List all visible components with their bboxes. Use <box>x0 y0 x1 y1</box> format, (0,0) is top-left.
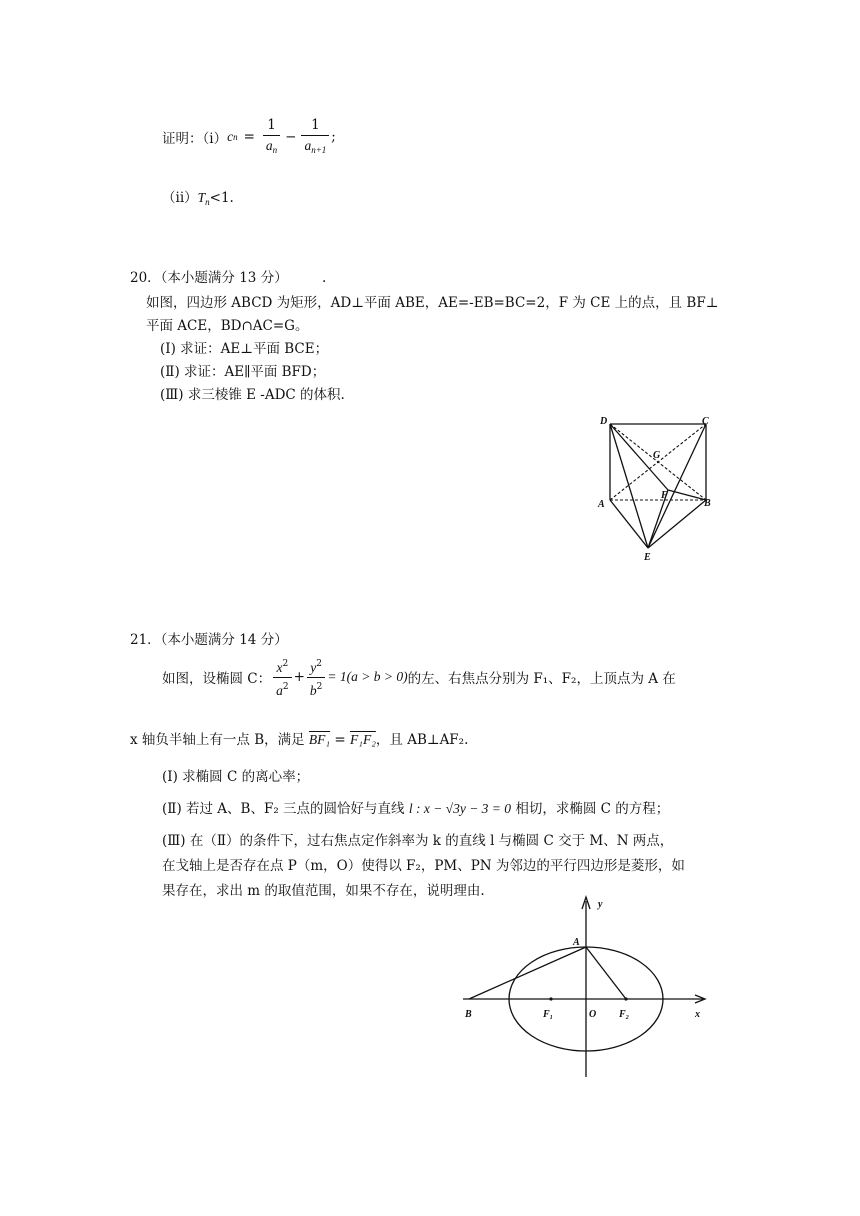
p21-figure <box>455 893 725 1083</box>
ii-label: （ii） <box>162 190 198 206</box>
label-y: y <box>598 899 603 910</box>
label-F: F <box>661 490 668 501</box>
fraction-1 <box>263 115 280 160</box>
proof-intro: 证明：（i） <box>162 131 228 147</box>
fraction-1-den: $a_n$ <box>265 137 278 155</box>
T-var: T <box>197 190 206 205</box>
fraction-2-num: 1 <box>301 115 329 136</box>
p21-line2: x 轴负半轴上有一点 B，满足 BF₁ = F₁F₂，且 AB⊥AF₂. <box>130 732 469 748</box>
proof-formula-i <box>162 112 336 162</box>
p20-q3: (Ⅲ) 求三棱锥 E -ADC 的体积. <box>160 387 345 403</box>
p20-figure <box>592 410 722 570</box>
vector-F1F2: F₁F₂ <box>350 732 376 747</box>
label-B: B <box>704 498 711 509</box>
label-E: E <box>644 552 651 563</box>
fraction-x2-a2: $\frac{x^2}{a^2}$ <box>273 655 291 700</box>
p21-intro-pre: 如图，设椭圆 C： <box>162 671 272 687</box>
p21-q3-line2: 在戈轴上是否存在点 P（m，O）使得以 F₂，PM、PN 为邻边的平行四边形是菱形，如 <box>162 858 685 874</box>
label-A2: A <box>573 937 580 948</box>
c-var: c <box>227 129 234 144</box>
p20-q1: (I) 求证：AE⊥平面 BCE； <box>160 341 329 357</box>
label-x: x <box>695 1009 700 1020</box>
minus-sign: − <box>285 129 297 145</box>
p21-q1: (I) 求椭圆 C 的离心率； <box>162 769 310 785</box>
T-sub: n <box>205 197 210 207</box>
eq-sign: = <box>243 129 255 145</box>
proof-formula-ii <box>162 186 234 207</box>
p20-header: 20．（本小题满分 13 分） . <box>130 270 327 286</box>
plus-sign: + <box>293 669 305 685</box>
fraction-2-den: $a_{n+1}$ <box>304 137 327 155</box>
p21-q3-line3: 果存在，求出 m 的取值范围，如果不存在，说明理由. <box>162 883 485 899</box>
p21-header: 21．（本小题满分 14 分） <box>130 632 288 648</box>
p20-q2: (Ⅱ) 求证：AE∥平面 BFD； <box>160 364 326 380</box>
p20-line1: 如图，四边形 ABCD 为矩形，AD⊥平面 ABE，AE=-EB=BC=2，F 为 CE 上的点，且 BF⊥ <box>146 295 719 311</box>
label-A: A <box>598 499 605 510</box>
p21-intro <box>162 654 676 700</box>
p21-q3-line1: (Ⅲ) 在（Ⅱ）的条件下，过右焦点定作斜率为 k 的直线 l 与椭圆 C 交于 M、N 两点， <box>162 833 674 849</box>
c-sub: n <box>233 132 238 142</box>
label-F1: F₁ <box>543 1009 554 1020</box>
label-D: D <box>600 416 608 427</box>
fraction-2 <box>301 115 329 160</box>
label-C: C <box>702 416 709 427</box>
p21-intro-post: 的左、右焦点分别为 F₁、F₂，上顶点为 A 在 <box>407 671 676 687</box>
ellipse-condition: = 1(a > b > 0) <box>327 669 408 684</box>
label-G: G <box>653 450 661 461</box>
fraction-y2-b2: $\frac{y^2}{b^2}$ <box>307 655 325 700</box>
label-B2: B <box>465 1009 472 1020</box>
label-O: O <box>589 1009 597 1020</box>
fraction-1-num: 1 <box>263 115 280 136</box>
vector-BF1: BF₁ <box>308 732 331 747</box>
p20-line2: 平面 ACE，BD∩AC=G。 <box>146 318 309 334</box>
label-F2: F₂ <box>619 1009 630 1020</box>
semicolon: ; <box>331 129 336 145</box>
line-l-equation: l : x − √3y − 3 = 0 <box>408 801 512 816</box>
T-rest: <1. <box>209 190 234 206</box>
p21-q2: (Ⅱ) 若过 A、B、F₂ 三点的圆恰好与直线 l : x − √3y − 3 = 0 相切，求椭圆 C 的方程； <box>162 801 670 817</box>
